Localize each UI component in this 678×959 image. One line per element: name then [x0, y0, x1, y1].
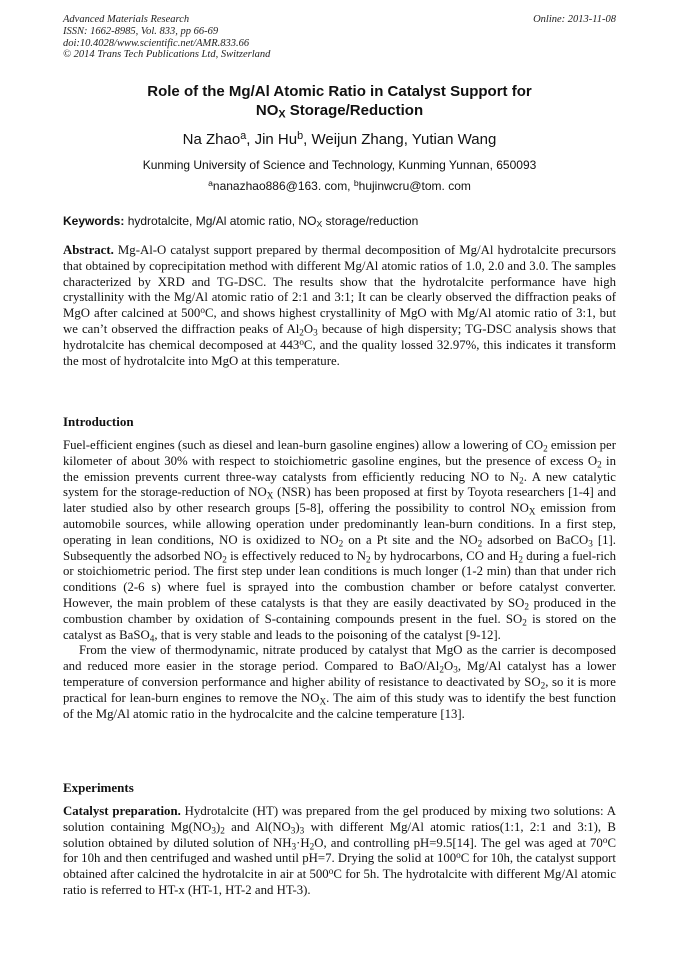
keywords: Keywords: hydrotalcite, Mg/Al atomic ratio, $NO_X$ storage/reduction	[63, 214, 419, 230]
intro-paragraph-1: Fuel-efficient engines (such as diesel and lean-burn gasoline engines) allow a lowering of $CO_2$ emission per kilometer of about 30% with respect to stoichiometric gasoline engines, but the presence of excess $O_2$ in the emission prevents current three-way catalysts from efficiently reducing NO to $N_2$. A new catalytic system for the storage-reduction of $NO_X$ (NSR) has been proposed at first by Toyota researchers [1-4] and later studied also by other research groups [5-8], offering the possibility to control $NO_X$ emission from automobile sources, while allowing operation under predominantly lean-burn conditions. In a first step, operating in lean conditions, NO is oxidized to $NO_2$ on a Pt site and the $NO_2$ adsorbed on BaCO$_3$ [1]. Subsequently the adsorbed $NO_2$ is effectively reduced to $N_2$ by hydrocarbons, CO and $H_2$ during a fuel-rich or stoichiometric period. The first step under lean conditions is much longer (1-2 min) than that under rich conditions (2-6 s) where fuel is sprayed into the combustion chamber or before catalyst converter. However, the main problem of these catalysts is that they are easily deactivated by $SO_2$ produced in the combustion chamber by oxidation of S-containing compounds present in the fuel. $SO_2$ is stored on the catalyst as BaSO$_4$, that is very stable and leads to the poisoning of the catalyst [9-12].	[63, 438, 616, 643]
keywords-label: Keywords:	[63, 214, 125, 228]
author-name: , Weijun Zhang, Yutian Wang	[303, 131, 497, 148]
journal-name: Advanced Materials Research	[63, 14, 190, 25]
introduction-heading: Introduction	[63, 414, 134, 429]
journal-issn: ISSN: 1662-8985, Vol. 833, pp 66-69	[63, 25, 219, 37]
abstract-label: Abstract.	[63, 243, 114, 257]
journal-doi: doi:10.4028/www.scientific.net/AMR.833.66	[63, 37, 250, 49]
experiments-body: Catalyst preparation. Hydrotalcite (HT) was prepared from the gel produced by mixing two solutions: A solution containing $Mg(NO_3)_2$ and $Al(NO_3)_3$ with different Mg/Al atomic ratios(1:1, 2:1 and 3:1), B solution obtained by diluted solution of $NH_3\cdot H_2O$, and controlling pH=9.5[14]. The gel was aged at 70$^o$C for 10h and then centrifuged and washed until pH=7. Drying the solid at 100$^o$C for 10h, the catalyst support obtained after calcined the hydrotalcite in air at 500$^o$C for 5h. The hydrotalcite with different Mg/Al atomic ratio is referred to HT-x (HT-1, HT-2 and HT-3).	[63, 804, 617, 897]
intro-paragraph-2: From the view of thermodynamic, nitrate produced by catalyst that MgO as the carrier is decomposed and reduced more easier in the storage period. Compared to BaO/$Al_2O_3$, Mg/Al catalyst has a lower temperature of conversion performance and higher ability of resistance to deactivated by $SO_2$, so it is more practical for lean-burn engines to remove the $NO_X$. The aim of this study was to identify the best function of the Mg/Al atomic ratio in the hydrocalcite and the calcine temperature [13].	[63, 643, 616, 721]
catalyst-preparation-label: Catalyst preparation.	[63, 804, 181, 818]
journal-header	[63, 14, 616, 61]
title-line-1: Role of the Mg/Al Atomic Ratio in Catalyst Support for	[147, 83, 532, 100]
title-line-2: $NO_X$ Storage/Reduction	[255, 102, 424, 121]
paper-title	[63, 82, 616, 120]
author-name: Na Zhao	[182, 131, 241, 148]
introduction-body	[63, 438, 616, 722]
experiments-heading: Experiments	[63, 780, 134, 795]
online-date: Online: 2013-11-08	[533, 14, 616, 25]
journal-copyright: © 2014 Trans Tech Publications Ltd, Switzerland	[63, 49, 271, 61]
author-emails: $^a$nanazhao886@163. com, $^b$hujinwcru@tom. com	[208, 178, 471, 193]
abstract: Abstract. Mg-Al-O catalyst support prepared by thermal decomposition of Mg/Al hydrotalcite precursors that obtained by coprecipitation method with different Mg/Al atomic ratios of 1.0, 2.0 and 3.0. The samples characterized by XRD and TG-DSC. The results show that the hydrotalcite performance have high crystallinity with the Mg/Al atomic ratio of 2:1 and 3:1; It can be clearly observed the diffraction peaks of MgO after calcined at 500$^o$C, and shows highest crystallinity of MgO with Mg/Al atomic ratio of 3:1, but we can’t observed the diffraction peaks of $Al_2O_3$ because of high dispersity; TG-DSC analysis shows that hydrotalcite has chemical decomposed at 443$^o$C, and the quality lossed 32.97%, this indicates it transform the most of hydrotalcite into MgO at this temperature.	[63, 243, 617, 368]
email-b: hujinwcru@tom. com	[358, 179, 471, 193]
author-name: Jin Hu	[254, 131, 298, 148]
affiliation: Kunming University of Science and Technology, Kunming Yunnan, 650093	[142, 158, 537, 172]
email-a: nanazhao886@163. com,	[212, 179, 354, 193]
author-list: Na Zhao$^a$, Jin Hu$^b$, Weijun Zhang, Yutian Wang	[182, 130, 497, 148]
